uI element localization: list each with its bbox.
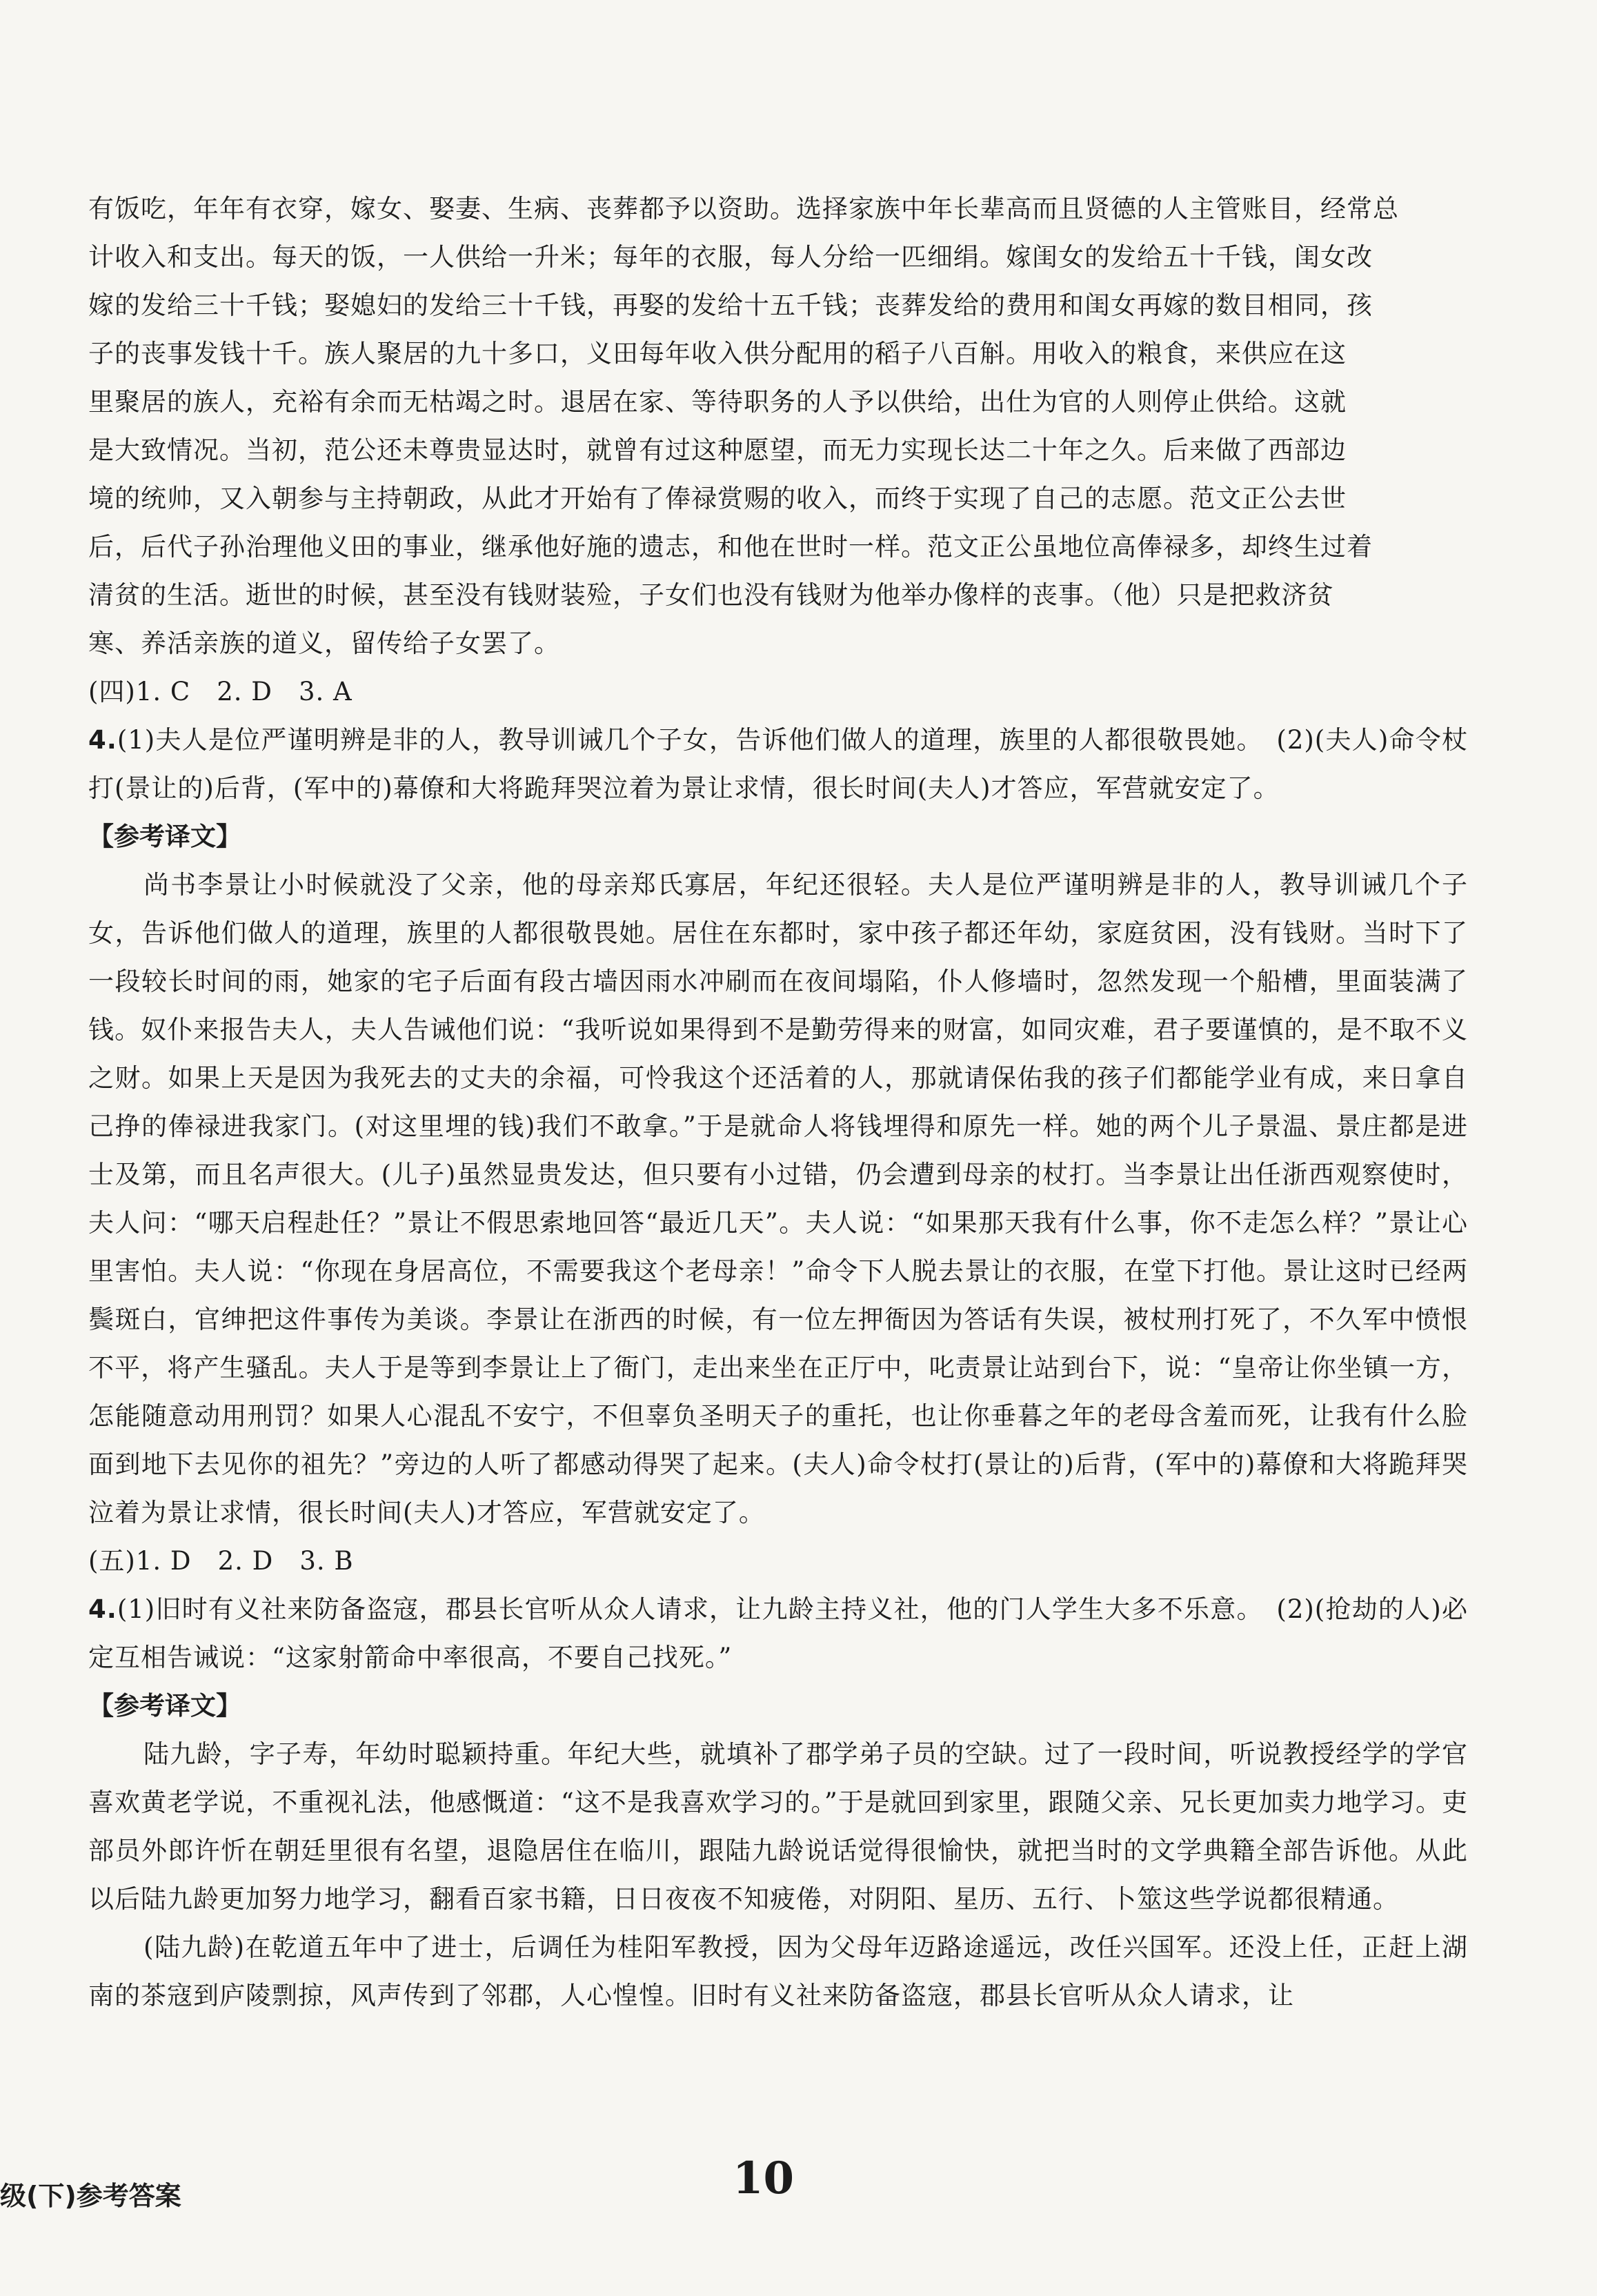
text-line: 寒、养活亲族的道义，留传给子女罢了。 [88, 629, 560, 658]
text-line: 后，后代子孙治理他义田的事业，继承他好施的遗志，和他在世时一样。范文正公虽地位高俸禄多，却终生过着 [88, 532, 1373, 562]
question-number: 4. [88, 1594, 117, 1624]
question4-answer: (1)旧时有义社来防备盗寇，郡县长官听从众人请求，让九龄主持义社，他的门人学生大多不乐意。 (2)(抢劫的人)必定互相告诫说：“这家射箭命中率很高，不要自己找死。” [88, 1594, 1468, 1672]
section4-question4 [88, 716, 1468, 813]
text-line: 子的丧事发钱十千。族人聚居的九十多口，义田每年收入供分配用的稻子八百斛。用收入的粮食，来供应在这 [88, 339, 1347, 368]
question4-answer: (1)夫人是位严谨明辨是非的人，教导训诫几个子女，告诉他们做人的道理，族里的人都很敬畏她。 (2)(夫人)命令杖打(景让的)后背，(军中的)幕僚和大将跪拜哭泣着为景让求情，很长时间(夫人)才答应，军营就安定了。 [88, 725, 1468, 803]
text-line: 嫁的发给三十千钱；娶媳妇的发给三十千钱，再娶的发给十五千钱；丧葬发给的费用和闺女再嫁的数目相同，孩 [88, 290, 1373, 320]
text-line: 境的统帅，又入朝参与主持朝政，从此才开始有了俸禄赏赐的收入，而终于实现了自己的志愿。范文正公去世 [88, 484, 1347, 513]
text-line: 有饭吃，年年有衣穿，嫁女、娶妻、生病、丧葬都予以资助。选择家族中年长辈高而且贤德的人主管账目，经常总 [88, 194, 1399, 224]
question-number: 4. [88, 725, 117, 755]
section4-multiple-choice: (四)1. C 2. D 3. A [88, 677, 353, 706]
text-line: 计收入和支出。每天的饭，一人供给一升米；每年的衣服，每人分给一匹细绢。嫁闺女的发给五十千钱，闺女改 [88, 242, 1373, 272]
section5-translation-paragraph-1: 陆九龄，字子寿，年幼时聪颖持重。年纪大些，就填补了郡学弟子员的空缺。过了一段时间，听说教授经学的学官喜欢黄老学说，不重视礼法，他感慨道：“这不是我喜欢学习的。”于是就回到家里，跟随父亲、兄长更加卖力地学习。吏部员外郎许忻在朝廷里很有名望，退隐居住在临川，跟陆九龄说话觉得很愉快，就把当时的文学典籍全部告诉他。从此以后陆九龄更加努力地学习，翻看百家书籍，日日夜夜不知疲倦，对阴阳、星历、五行、卜筮这些学说都很精通。 [88, 1739, 1468, 1914]
text-line: 清贫的生活。逝世的时候，甚至没有钱财装殓，子女们也没有钱财为他举办像样的丧事。（他）只是把救济贫 [88, 580, 1334, 610]
section5-multiple-choice: (五)1. D 2. D 3. B [88, 1546, 354, 1576]
section5-translation-heading: 【参考译文】 [88, 1691, 241, 1721]
text-line: 里聚居的族人，充裕有余而无枯竭之时。退居在家、等待职务的人予以供给，出仕为官的人则停止供给。这就 [88, 387, 1347, 417]
page-number: 10 [733, 2152, 795, 2204]
page-content [88, 185, 1468, 2020]
section4-translation-heading: 【参考译文】 [88, 822, 241, 851]
translation-continued [88, 185, 1468, 668]
text-line: 是大致情况。当初，范公还未尊贵显达时，就曾有过这种愿望，而无力实现长达二十年之久。后来做了西部边 [88, 435, 1347, 465]
section4-translation: 尚书李景让小时候就没了父亲，他的母亲郑氏寡居，年纪还很轻。夫人是位严谨明辨是非的人，教导训诫几个子女，告诉他们做人的道理，族里的人都很敬畏她。居住在东都时，家中孩子都还年幼，家庭贫困，没有钱财。当时下了一段较长时间的雨，她家的宅子后面有段古墙因雨水冲刷而在夜间塌陷，仆人修墙时，忽然发现一个船槽，里面装满了钱。奴仆来报告夫人，夫人告诫他们说：“我听说如果得到不是勤劳得来的财富，如同灾难，君子要谨慎的，是不取不义之财。如果上天是因为我死去的丈夫的余福，可怜我这个还活着的人，那就请保佑我的孩子们都能学业有成，来日拿自己挣的俸禄进我家门。(对这里埋的钱)我们不敢拿。”于是就命人将钱埋得和原先一样。她的两个儿子景温、景庄都是进士及第，而且名声很大。(儿子)虽然显贵发达，但只要有小过错，仍会遭到母亲的杖打。当李景让出任浙西观察使时，夫人问：“哪天启程赴任？”景让不假思索地回答“最近几天”。夫人说：“如果那天我有什么事，你不走怎么样？”景让心里害怕。夫人说：“你现在身居高位，不需要我这个老母亲！”命令下人脱去景让的衣服，在堂下打他。景让这时已经两鬓斑白，官绅把这件事传为美谈。李景让在浙西的时候，有一位左押衙因为答话有失误，被杖刑打死了，不久军中愤恨不平，将产生骚乱。夫人于是等到李景让上了衙门，走出来坐在正厅中，叱责景让站到台下，说：“皇帝让你坐镇一方，怎能随意动用刑罚？如果人心混乱不安宁，不但辜负圣明天子的重托，也让你垂暮之年的老母含羞而死，让我有什么脸面到地下去见你的祖先？”旁边的人听了都感动得哭了起来。(夫人)命令杖打(景让的)后背，(军中的)幕僚和大将跪拜哭泣着为景让求情，很长时间(夫人)才答应，军营就安定了。 [88, 870, 1468, 1527]
section5-translation-paragraph-2: (陆九龄)在乾道五年中了进士，后调任为桂阳军教授，因为父母年迈路途遥远，改任兴国军。还没上任，正赶上湖南的茶寇到庐陵剽掠，风声传到了邻郡，人心惶惶。旧时有义社来防备盗寇，郡县长官听从众人请求，让 [88, 1932, 1468, 2010]
section5-question4 [88, 1585, 1468, 1682]
footer-book-title: 级(下)参考答案 [0, 2181, 181, 2211]
